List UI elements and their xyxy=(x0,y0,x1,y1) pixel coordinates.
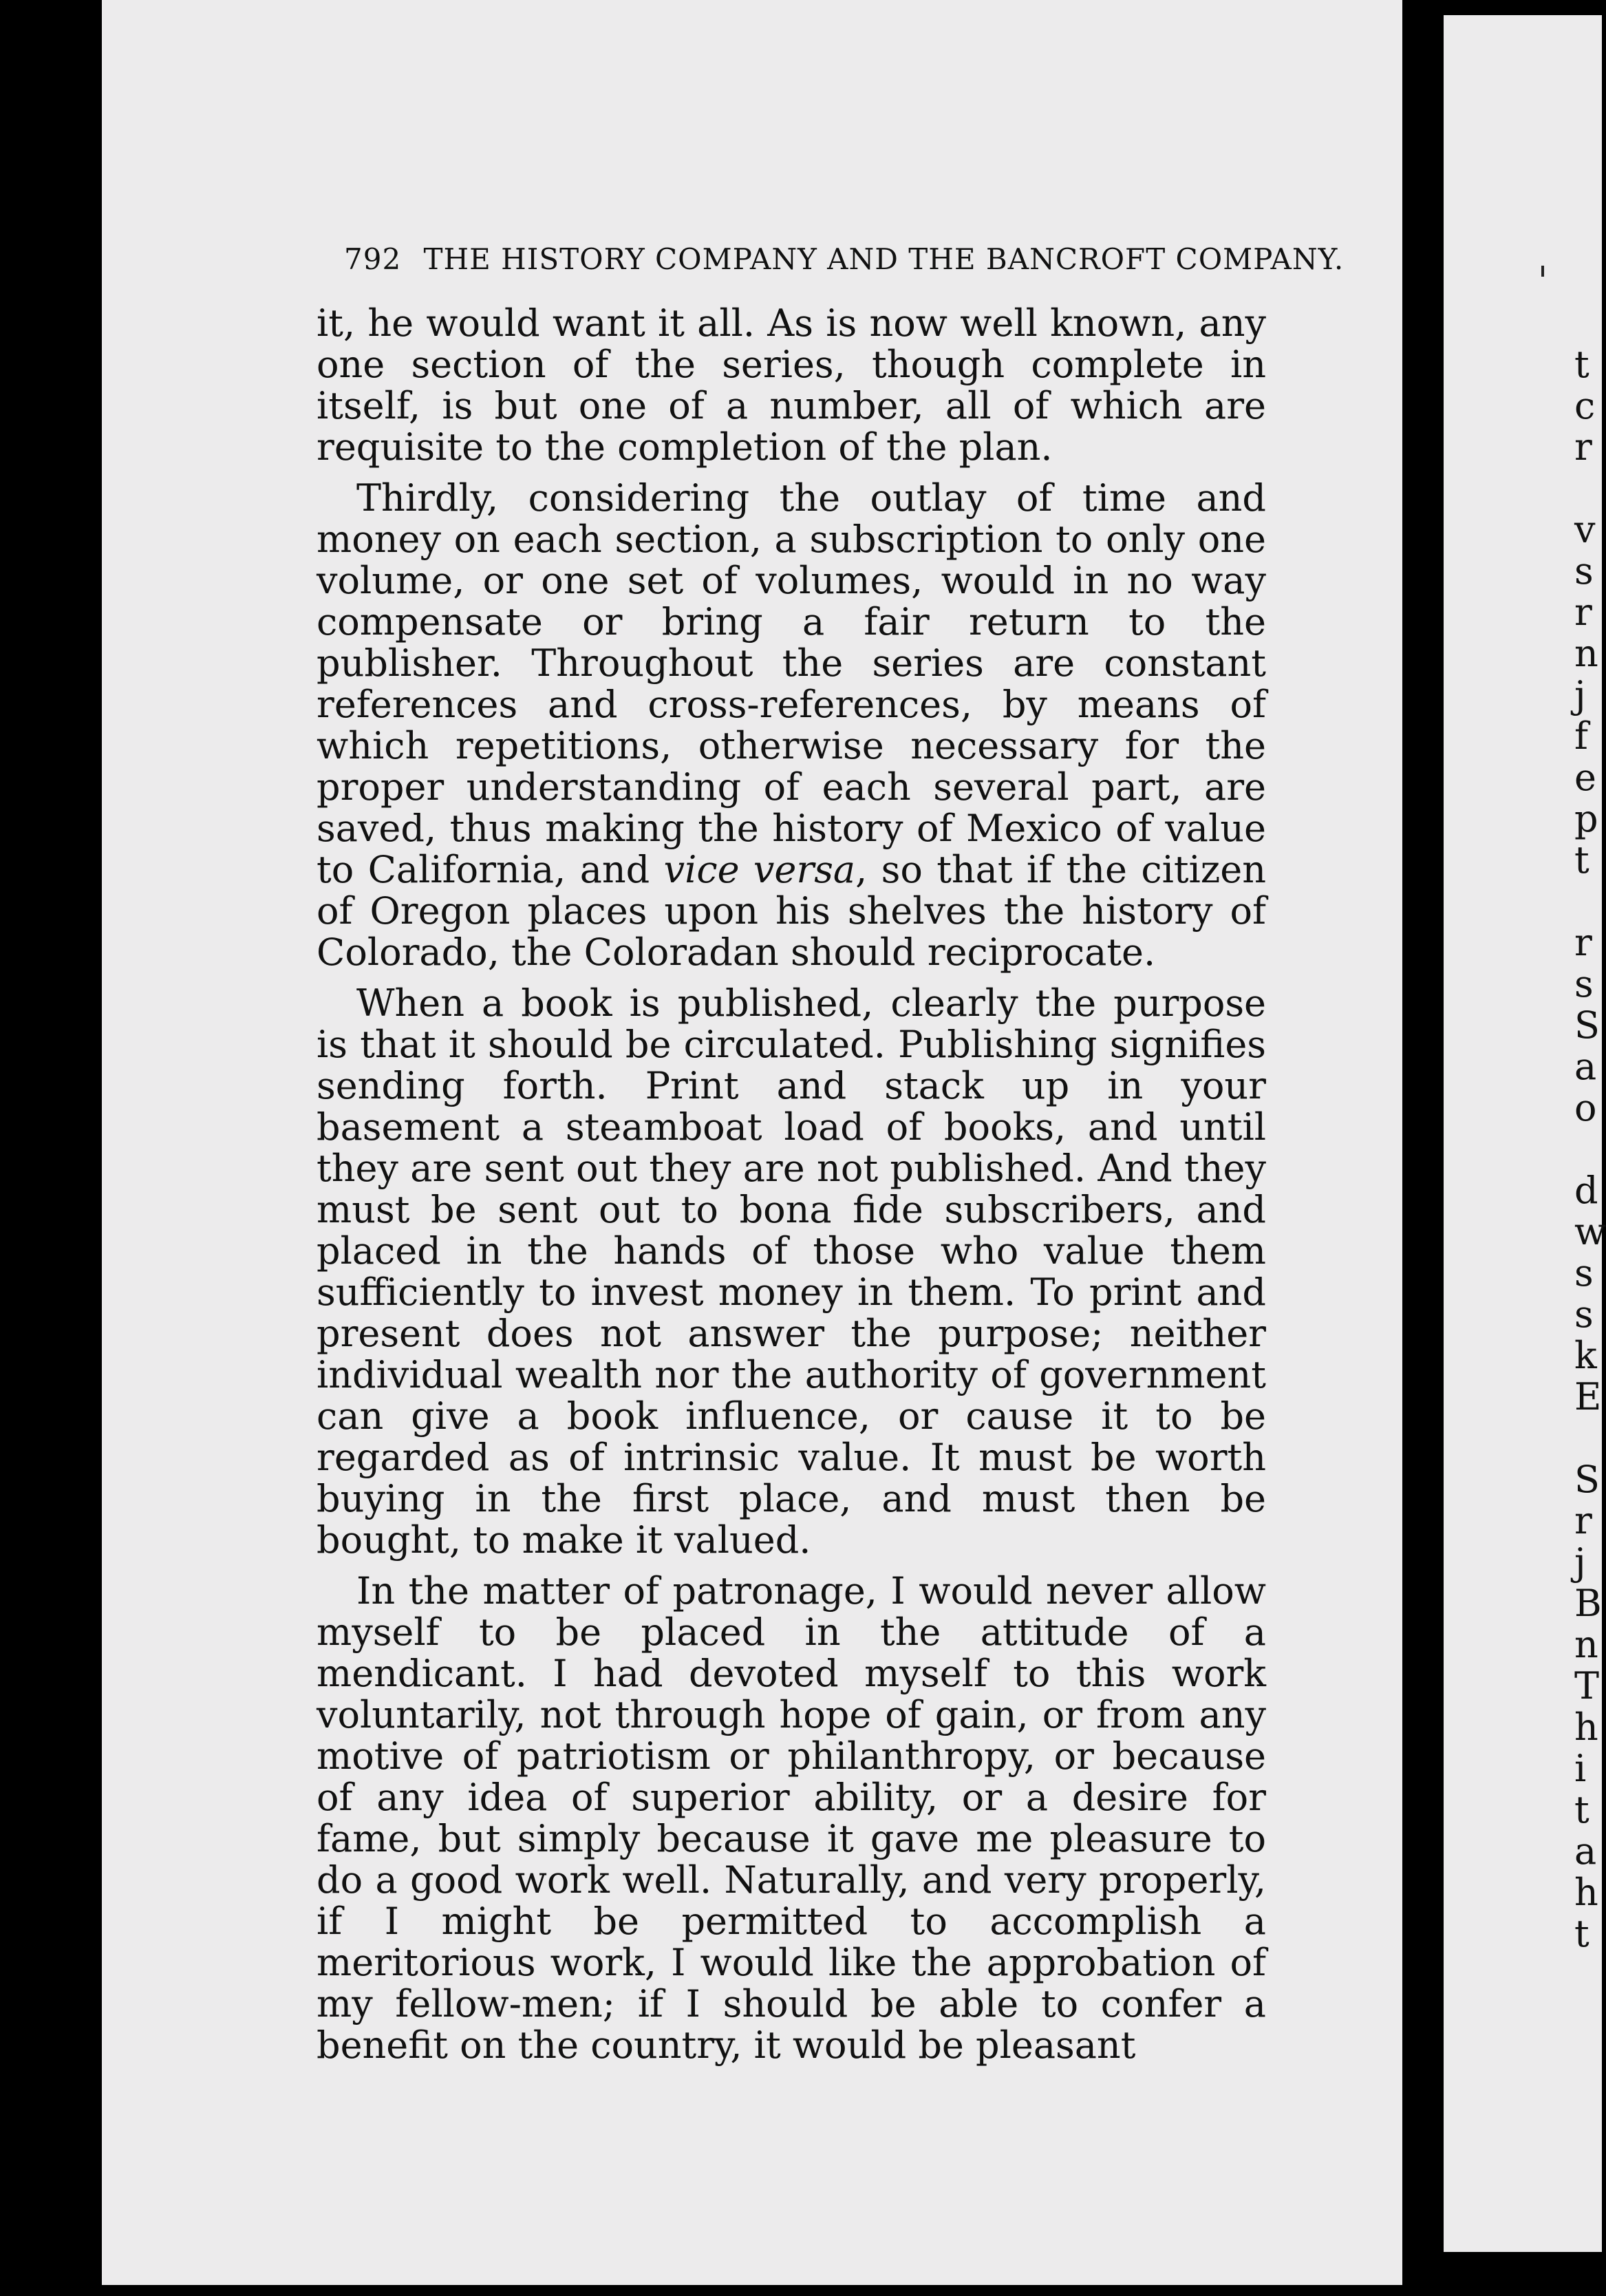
margin-mark xyxy=(1541,266,1544,277)
running-title: THE HISTORY COMPANY AND THE BANCROFT COMPANY. xyxy=(423,242,1345,276)
fragment-line: t xyxy=(1574,1912,1589,1955)
fragment-line: B xyxy=(1574,1582,1602,1625)
fragment-line: s xyxy=(1574,549,1594,593)
right-page-text-fragments xyxy=(1574,344,1606,1955)
paragraph-1: it, he would want it all. As is now well known, any one section of the series, though complete in itself, is but one of a number, all of which are requisite to the completion of the plan. xyxy=(317,301,1266,469)
fragment-line: t xyxy=(1574,1788,1589,1831)
fragment-line: r xyxy=(1574,591,1592,634)
fragment-line: p xyxy=(1574,797,1598,840)
fragment-line: a xyxy=(1574,1829,1597,1873)
fragment-line: a xyxy=(1574,1045,1597,1088)
fragment-line: j xyxy=(1574,1540,1586,1584)
running-header xyxy=(344,242,1344,276)
fragment-line: s xyxy=(1574,1293,1594,1336)
fragment-line: d xyxy=(1574,1169,1598,1212)
fragment-line: o xyxy=(1574,1086,1597,1129)
fragment-line: S xyxy=(1574,1458,1600,1501)
fragment-line: e xyxy=(1574,756,1596,799)
body-text xyxy=(317,303,1266,2076)
fragment-line xyxy=(1574,881,1606,922)
fragment-line: i xyxy=(1574,1747,1587,1790)
fragment-line: h xyxy=(1574,1705,1598,1749)
paragraph-4: In the matter of patronage, I would never allow myself to be placed in the attitude of a mendicant. I had devoted myself to this work voluntarily, not through hope of gain, or from any motive of patriotism or philanthropy, or because of any idea of superior ability, or a desire for fame, but simply because it gave me pleasure to do a good work well. Naturally, and very properly, if I might be permitted to accomplish a meritorious work, I would like the approbation of my fellow-men; if I should be able to confer a benefit on the country, it would be pleasant xyxy=(317,1569,1266,2067)
fragment-line xyxy=(1574,468,1606,509)
fragment-line: r xyxy=(1574,425,1592,469)
fragment-line: n xyxy=(1574,632,1598,675)
fragment-line xyxy=(1574,1418,1606,1459)
page-number: 792 xyxy=(344,242,402,276)
paragraph-2: Thirdly, considering the outlay of time and money on each section, a subscription to only one volume, or one set of volumes, would in no way compensate or bring a fair return to the publisher. Throughout the series are constant references and cross-references, by means of which repetitions, otherwise necessary for the proper understanding of each several part, are saved, thus making the history of Mexico of value to California, and vice versa, so that if the citizen of Oregon places upon his shelves the history of Colorado, the Coloradan should reciprocate. xyxy=(317,476,1266,974)
fragment-line: r xyxy=(1574,921,1592,964)
fragment-line: E xyxy=(1574,1375,1602,1418)
fragment-line: k xyxy=(1574,1334,1597,1377)
fragment-line: j xyxy=(1574,673,1586,716)
fragment-line: s xyxy=(1574,1251,1594,1295)
fragment-line: t xyxy=(1574,343,1589,386)
paragraph-3: When a book is published, clearly the purpose is that it should be circulated. Publishing signifies sending forth. Print and stack up in your basement a steamboat load of books, and until they are sent out they are not published. And they must be sent out to bona fide subscribers, and placed in the hands of those who value them sufficiently to invest money in them. To print and present does not answer the purpose; neither individual wealth nor the authority of government can give a book influence, or cause it to be regarded as of intrinsic value. It must be worth buying in the first place, and must then be bought, to make it valued. xyxy=(317,981,1266,1562)
fragment-line: v xyxy=(1574,508,1596,551)
fragment-line: c xyxy=(1574,384,1596,427)
fragment-line: s xyxy=(1574,962,1594,1006)
fragment-line: h xyxy=(1574,1871,1598,1914)
fragment-line: r xyxy=(1574,1499,1592,1542)
fragment-line xyxy=(1574,1129,1606,1170)
fragment-line: n xyxy=(1574,1623,1598,1666)
fragment-line: t xyxy=(1574,838,1589,882)
fragment-line: T xyxy=(1574,1664,1600,1708)
fragment-line: f xyxy=(1574,714,1588,758)
fragment-line: w xyxy=(1574,1210,1606,1253)
fragment-line: S xyxy=(1574,1003,1600,1047)
